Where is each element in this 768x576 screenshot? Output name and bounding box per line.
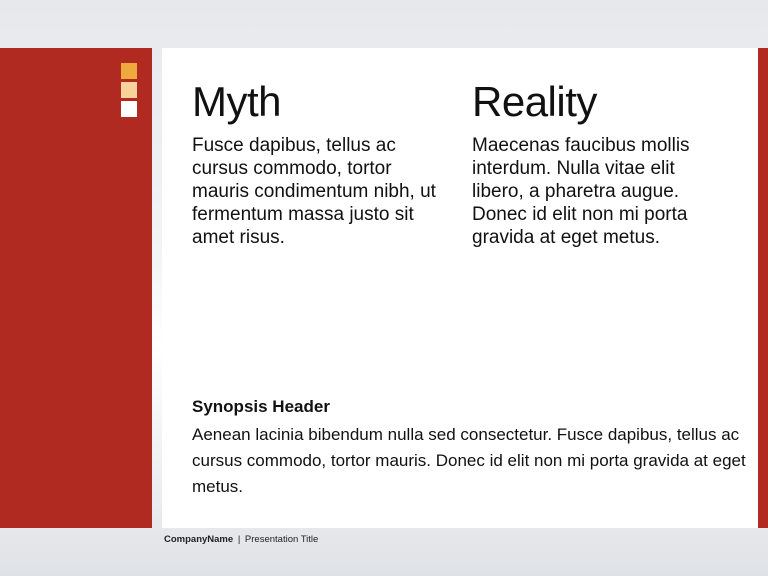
synopsis-body: Aenean lacinia bibendum nulla sed consectetur. Fusce dapibus, tellus ac cursus commodo, tortor mauris. Donec id elit non mi porta gravida at eget metus.	[192, 425, 746, 496]
reality-body: Maecenas faucibus mollis interdum. Nulla vitae elit libero, a pharetra augue. Donec id elit non mi porta gravida at eget metus.	[472, 135, 690, 248]
footer	[164, 534, 318, 546]
square-icon-orange	[121, 63, 137, 79]
synopsis-header: Synopsis Header	[192, 397, 330, 416]
reality-title: Reality	[472, 78, 597, 125]
synopsis-section	[192, 396, 752, 500]
left-accent-band	[0, 48, 152, 528]
right-accent-band	[758, 48, 768, 528]
footer-company-name: CompanyName	[164, 534, 234, 545]
decorative-squares	[121, 63, 137, 119]
myth-body: Fusce dapibus, tellus ac cursus commodo, tortor mauris condimentum nibh, ut fermentum massa justo sit amet risus.	[192, 135, 436, 248]
footer-presentation-title: Presentation Title	[244, 534, 319, 545]
myth-title: Myth	[192, 78, 282, 125]
square-icon-light-orange	[121, 82, 137, 98]
slide	[0, 48, 768, 528]
myth-column	[192, 78, 442, 249]
square-icon-white	[121, 101, 137, 117]
footer-separator: |	[237, 534, 241, 545]
reality-column	[472, 78, 722, 249]
